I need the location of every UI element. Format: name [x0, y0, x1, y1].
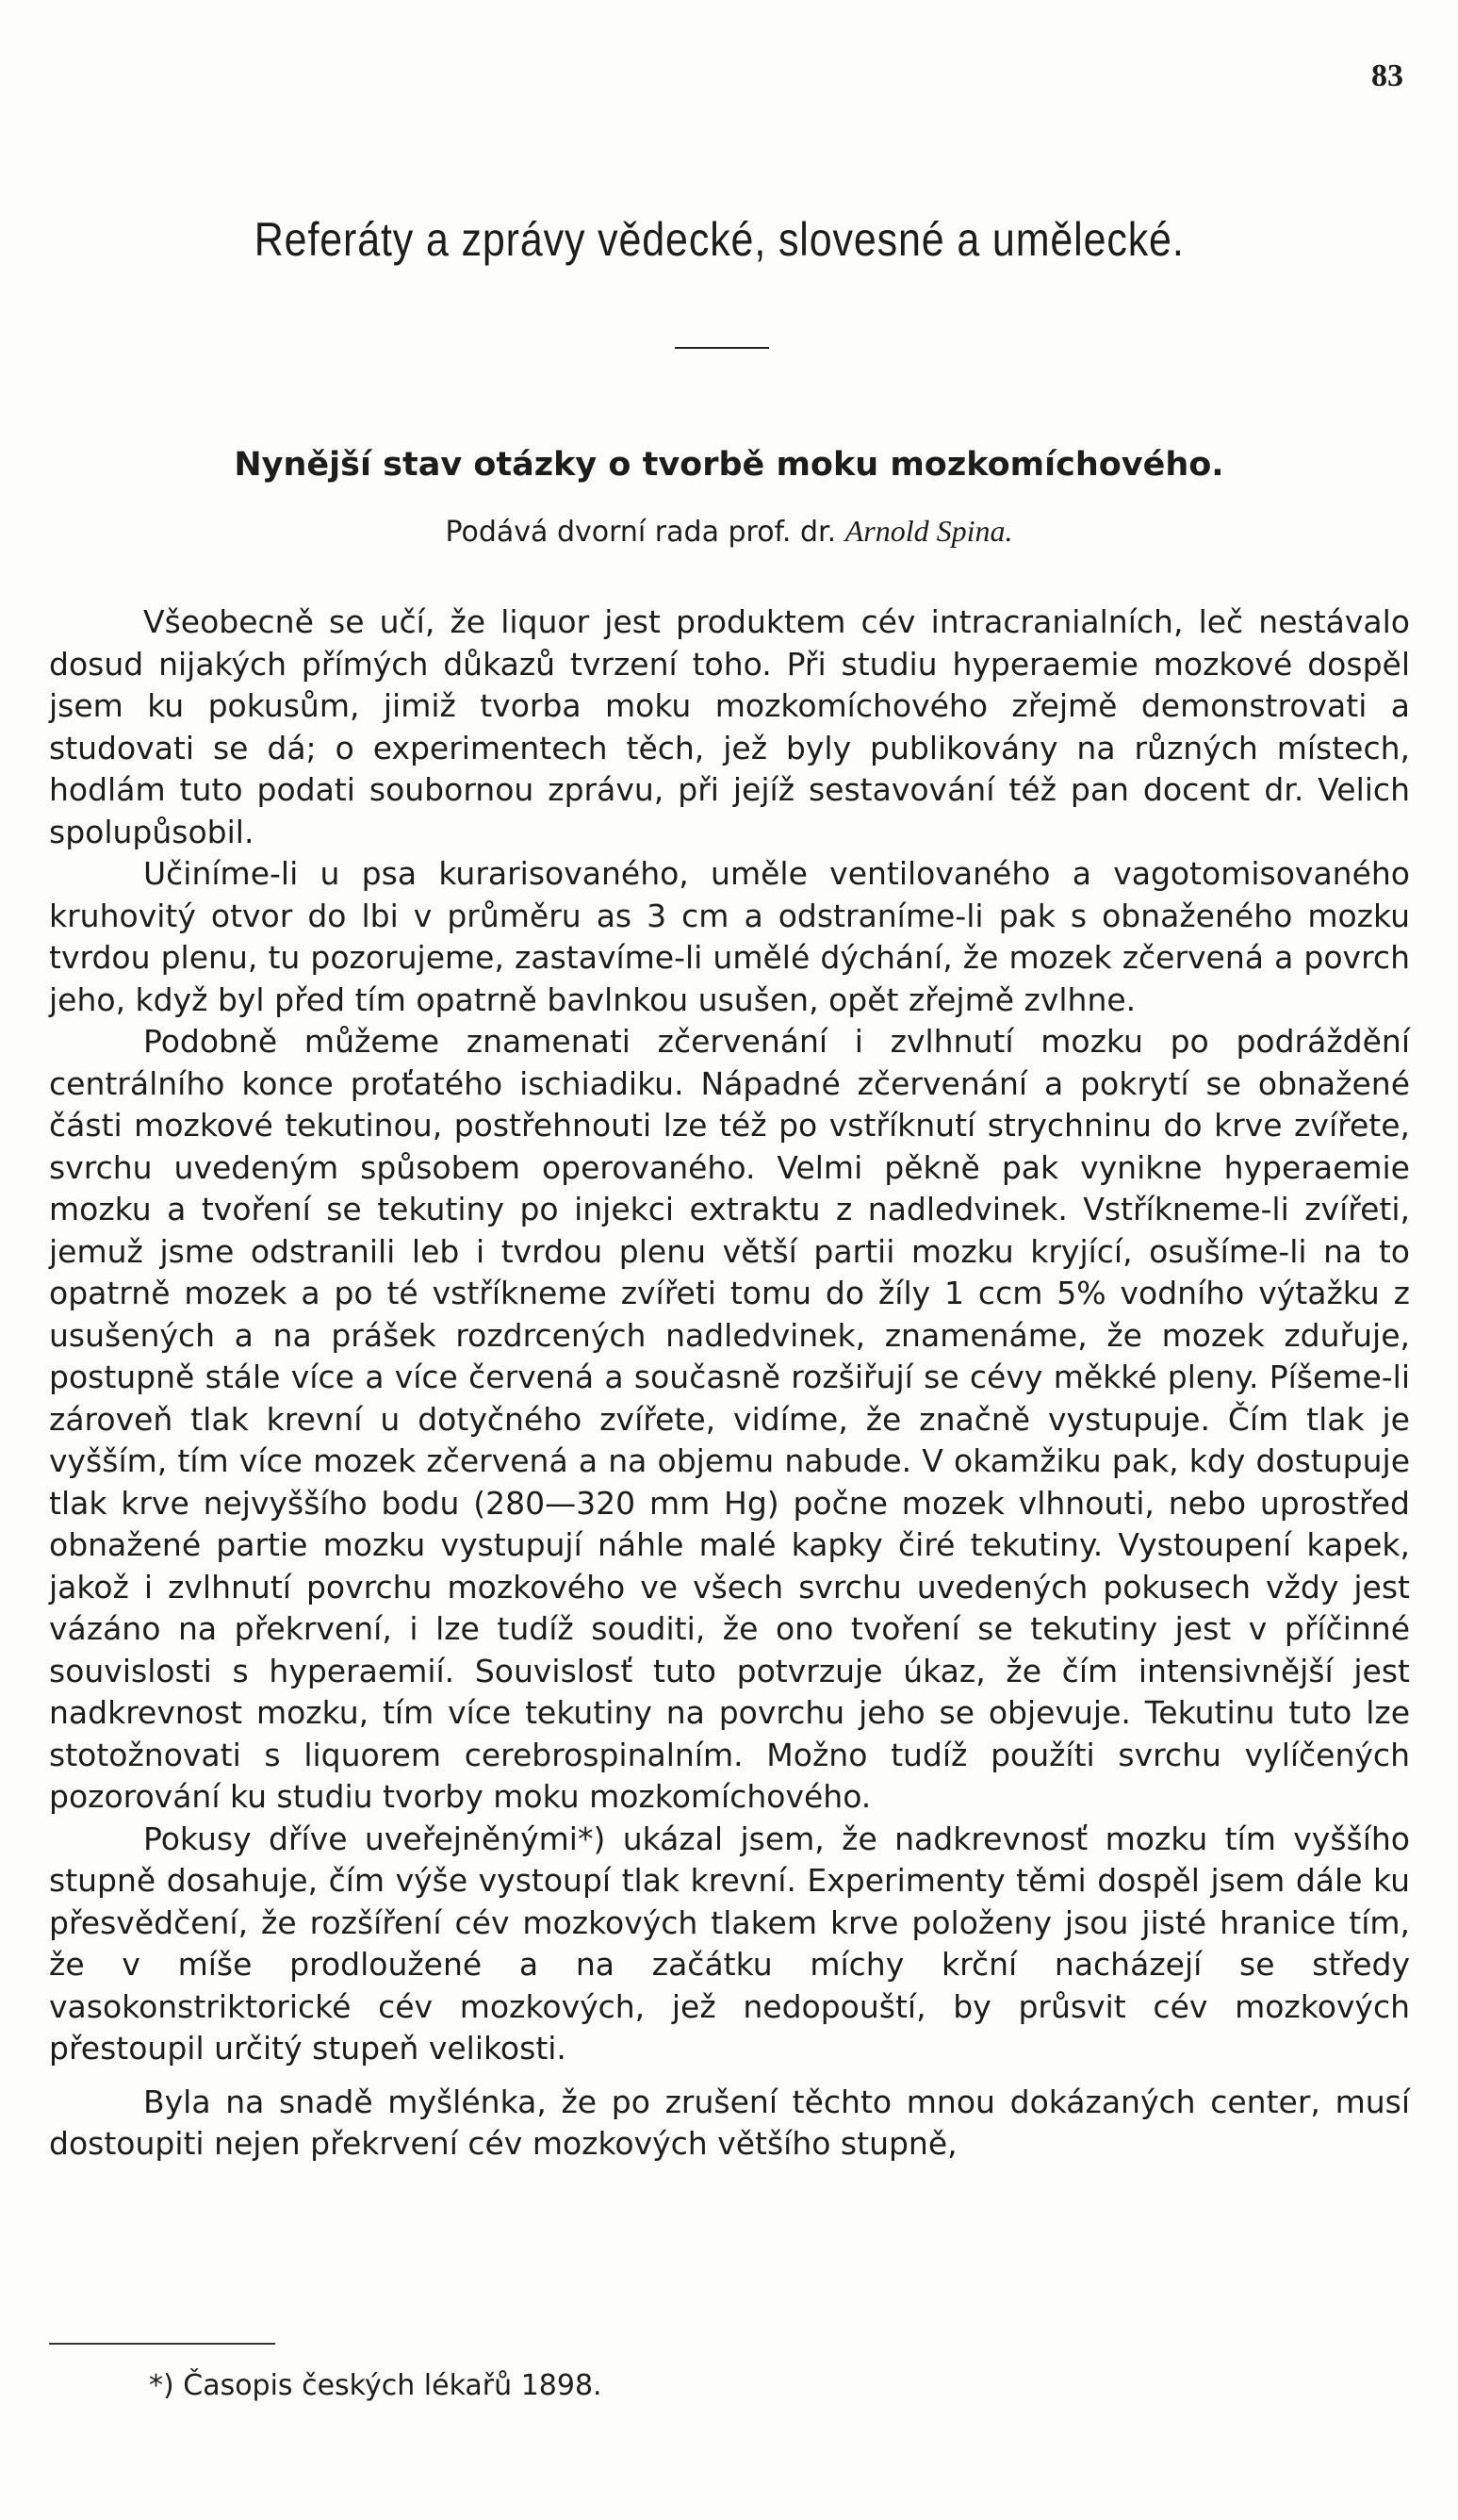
paragraph: Pokusy dříve uveřejněnými*) ukázal jsem, že nadkrevnosť mozku tím vyššího stupně dosahuje, čím výše vystoupí tlak krevní. Experimenty těmi dospěl jsem dále ku přesvědčení, že rozšíření cév mozkových tlakem krve položeny jsou jisté hranice tím, že v míše prodloužené a na začátku míchy krční nacházejí se středy vasokonstriktorické cév mozkových, jež nedopouští, by průsvit cév mozkových přestoupil určitý stupeň velikosti. [49, 1820, 1410, 2067]
article-body [49, 601, 1410, 2166]
paragraph: Byla na snadě myšlénka, že po zrušení těchto mnou dokázaných center, musí dostoupiti nejen překrvení cév mozkových většího stupně, [49, 2083, 1410, 2162]
section-title: Referáty a zprávy vědecké, slovesné a umělecké. [254, 213, 1185, 266]
byline-author: Arnold Spina. [844, 514, 1013, 548]
article-title: Nynější stav otázky o tvorbě moku mozkomíchového. [234, 446, 1224, 484]
paragraph: Všeobecně se učí, že liquor jest produktem cév intracranialních, leč nestávalo dosud nijakých přímých důkazů tvrzení toho. Při studiu hyperaemie mozkové dospěl jsem ku pokusům, jimiž tvorba moku mozkomíchového zřejmě demonstrovati a studovati se dá; o experimentech těch, jež byly publikovány na různých místech, hodlám tuto podati soubornou zprávu, při jejíž sestavování též pan docent dr. Velich spolupůsobil. [49, 603, 1410, 850]
footnote: *) Časopis českých lékařů 1898. [149, 2369, 602, 2402]
byline [0, 514, 1458, 549]
page-number: 83 [1371, 58, 1403, 93]
paragraph: Podobně můžeme znamenati zčervenání i zvlhnutí mozku po podráždění centrálního konce proťatého ischiadiku. Nápadné zčervenání a pokrytí se obnažené části mozkové tekutinou, postřehnouti lze též po vstříknutí strychninu do krve zvířete, svrchu uvedeným spůsobem operovaného. Velmi pěkně pak vynikne hyperaemie mozku a tvoření se tekutiny po injekci extraktu z nadledvinek. Vstříkneme-li zvířeti, jemuž jsme odstranili leb i tvrdou plenu větší partii mozku kryjící, osušíme-li na to opatrně mozek a po té vstříkneme zvířeti tomu do žíly 1 ccm 5% vodního výtažku z usušených a na prášek rozdrcených nadledvinek, znamenáme, že mozek zduřuje, postupně stále více a více červená a současně rozšiřují se cévy měkké pleny. Píšeme-li zároveň tlak krevní u dotyčného zvířete, vidíme, že značně vystupuje. Čím tlak je vyšším, tím více mozek zčervená a na objemu nabude. V okamžiku pak, kdy dostupuje tlak krve nejvyššího bodu (280—320 mm Hg) počne mozek vlhnouti, nebo uprostřed obnažené partie mozku vystupují náhle malé kapky čiré tekutiny. Vystoupení kapek, jakož i zvlhnutí povrchu mozkového ve všech svrchu uvedených pokusech vždy jest vázáno na překrvení, i lze tudíž souditi, že ono tvoření se tekutiny jest v příčinné souvislosti s hyperaemií. Souvislosť tuto potvrzuje úkaz, že čím intensivnější jest nadkrevnost mozku, tím více tekutiny na povrchu jeho se objevuje. Tekutinu tuto lze stotožnovati s liquorem cerebrospinalním. Možno tudíž použíti svrchu vylíčených pozorování ku studiu tvorby moku mozkomíchového. [49, 1023, 1410, 1815]
title-divider [675, 347, 769, 349]
paragraph: Učiníme-li u psa kurarisovaného, uměle ventilovaného a vagotomisovaného kruhovitý otvor do lbi v průměru as 3 cm a odstraníme-li pak s obnaženého mozku tvrdou plenu, tu pozorujeme, zastavíme-li umělé dýchání, že mozek zčervená a povrch jeho, když byl před tím opatrně bavlnkou usušen, opět zřejmě zvlhne. [49, 855, 1410, 1018]
footnote-divider [49, 2343, 275, 2345]
byline-prefix: Podává dvorní rada prof. dr. [445, 516, 837, 549]
